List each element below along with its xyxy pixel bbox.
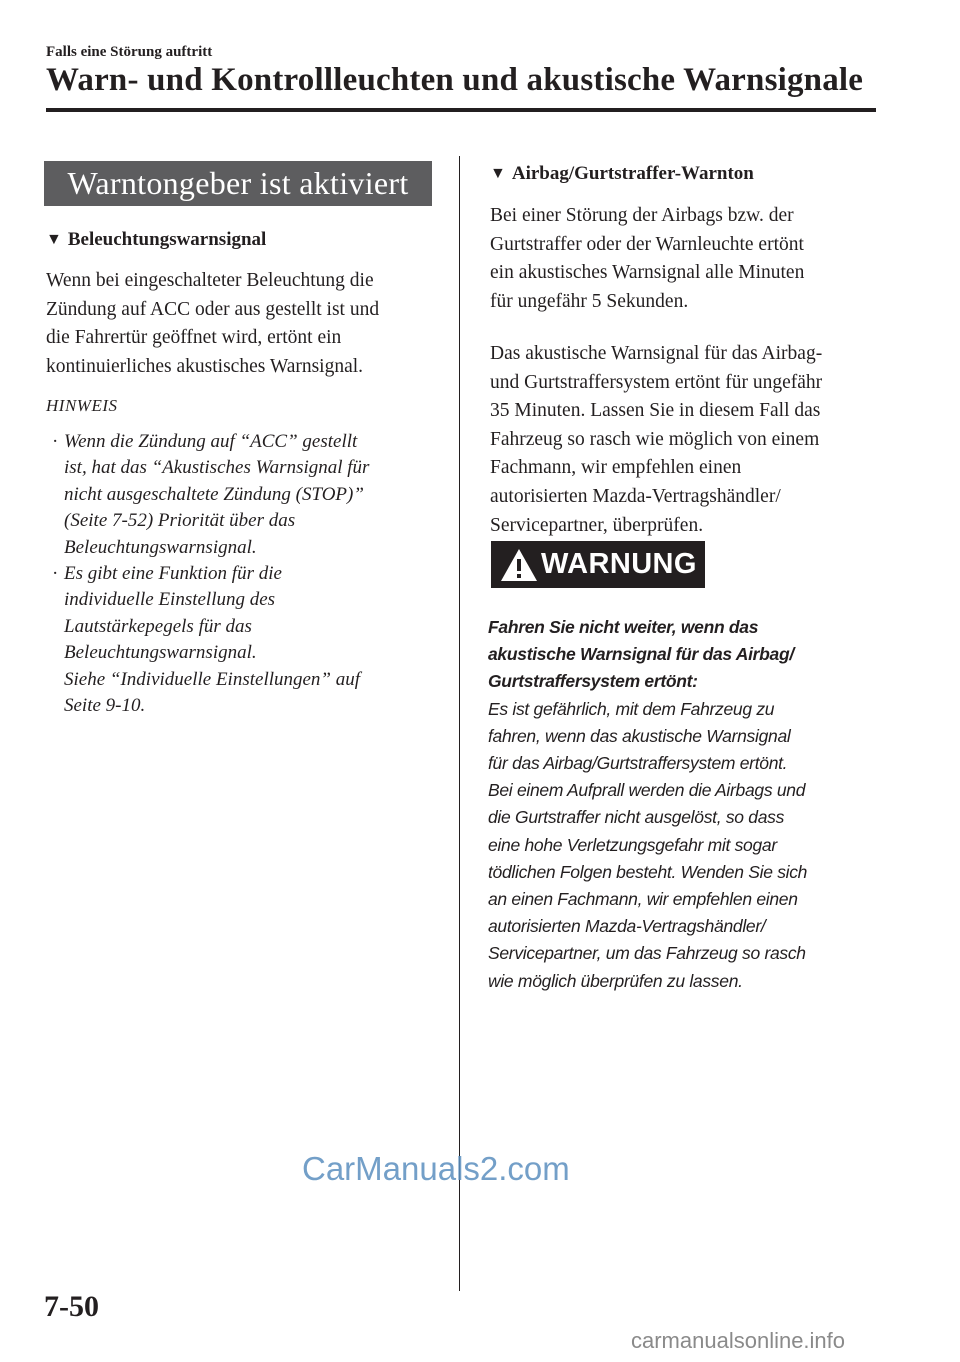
- breadcrumb: Falls eine Störung auftritt: [46, 44, 213, 60]
- watermark-center: CarManuals2.com: [302, 1150, 570, 1187]
- subhead-label: Airbag/Gurtstraffer-Warnton: [511, 163, 754, 184]
- text-line: Bei einer Störung der Airbags bzw. der: [490, 205, 794, 226]
- warning-label: WARNUNG: [541, 548, 697, 580]
- warning-line: an einen Fachmann, wir empfehlen einen: [488, 889, 798, 910]
- text-line: Gurtstraffer oder der Warnleuchte ertönt: [490, 233, 804, 255]
- note-line: individuelle Einstellung des: [64, 589, 276, 611]
- triangle-bullet-icon: ▼: [490, 165, 506, 182]
- text-line: autorisierten Mazda-Vertragshändler/: [490, 485, 781, 507]
- warning-line: fahren, wenn das akustische Warnsignal: [488, 725, 791, 746]
- warning-text: [488, 614, 888, 995]
- warning-line: autorisierten Mazda-Vertragshändler/: [488, 916, 766, 937]
- paragraph-airbag-2: [490, 340, 822, 540]
- subhead-airbag: [490, 163, 754, 185]
- warning-bold-line: Fahren Sie nicht weiter, wenn das: [488, 617, 759, 637]
- text-line: und Gurtstraffersystem ertönt für ungefähr: [490, 371, 823, 393]
- warning-line: Es ist gefährlich, mit dem Fahrzeug zu: [488, 698, 775, 719]
- note-line: Wenn die Zündung auf “ACC” gestellt: [64, 431, 358, 452]
- text-line: kontinuierliches akustisches Warnsignal.: [46, 355, 364, 377]
- page-number: 7-50: [44, 1290, 99, 1323]
- text-line: 35 Minuten. Lassen Sie in diesem Fall das: [490, 400, 821, 422]
- note-label: HINWEIS: [46, 396, 118, 415]
- triangle-bullet-icon: ▼: [46, 231, 62, 248]
- page-title: Warn- und Kontrollleuchten und akustische Warnsignale: [46, 62, 864, 98]
- note-line: Seite 9-10.: [64, 695, 146, 717]
- text-line: Fahrzeug so rasch wie möglich von einem: [490, 428, 820, 450]
- warning-bold-line: akustische Warnsignal für das Airbag/: [488, 644, 794, 665]
- note-item: [50, 429, 445, 561]
- text-line: Das akustische Warnsignal für das Airbag-: [490, 343, 823, 364]
- text-line: ein akustisches Warnsignal alle Minuten: [490, 262, 805, 284]
- warning-badge: [491, 541, 705, 588]
- text-line: die Fahrertür geöffnet wird, ertönt ein: [46, 327, 342, 349]
- paragraph-beleuchtung: [46, 267, 379, 381]
- paragraph-airbag-1: [490, 202, 804, 316]
- warning-line: eine hohe Verletzungsgefahr mit sogar: [488, 834, 777, 855]
- text-line: Zündung auf ACC oder aus gestellt ist und: [46, 298, 380, 320]
- header-divider: [46, 108, 876, 112]
- text-line: Servicepartner, überprüfen.: [490, 514, 704, 536]
- note-line: Lautstärkepegels für das: [64, 615, 252, 637]
- warning-triangle-icon: [499, 547, 539, 583]
- note-line: Es gibt eine Funktion für die: [64, 563, 282, 585]
- note-line: ist, hat das “Akustisches Warnsignal für: [64, 457, 370, 479]
- note-line: Beleuchtungswarnsignal.: [64, 536, 257, 558]
- note-list: [50, 429, 445, 719]
- bullet-dot-icon: ·: [52, 563, 59, 585]
- text-line: Wenn bei eingeschalteter Beleuchtung die: [46, 270, 374, 291]
- note-line: Beleuchtungswarnsignal.: [64, 642, 257, 664]
- note-line: Siehe “Individuelle Einstellungen” auf: [64, 668, 361, 690]
- warning-line: die Gurtstraffer nicht ausgelöst, so dass: [488, 807, 785, 828]
- column-divider: [459, 156, 460, 1291]
- watermark-footer: carmanualsonline.info: [631, 1328, 846, 1353]
- note-line: nicht ausgeschaltete Zündung (STOP)”: [64, 483, 364, 505]
- note-line: (Seite 7-52) Priorität über das: [64, 510, 296, 532]
- text-line: Fachmann, wir empfehlen einen: [490, 457, 742, 479]
- text-line: für ungefähr 5 Sekunden.: [490, 290, 689, 312]
- subhead-beleuchtung: [46, 229, 266, 251]
- warning-bold-line: Gurtstraffersystem ertönt:: [488, 671, 698, 692]
- warning-line: Bei einem Aufprall werden die Airbags und: [488, 780, 806, 801]
- warning-line: wie möglich überprüfen zu lassen.: [488, 970, 743, 991]
- warning-line: tödlichen Folgen besteht. Wenden Sie sich: [488, 861, 808, 882]
- subhead-label: Beleuchtungswarnsignal: [67, 229, 267, 250]
- warning-line: für das Airbag/Gurtstraffersystem ertönt.: [488, 753, 788, 774]
- section-title-banner: Warntongeber ist aktiviert: [44, 161, 432, 206]
- warning-line: Servicepartner, um das Fahrzeug so rasch: [488, 943, 806, 964]
- bullet-dot-icon: ·: [52, 431, 59, 452]
- note-item: [50, 561, 445, 719]
